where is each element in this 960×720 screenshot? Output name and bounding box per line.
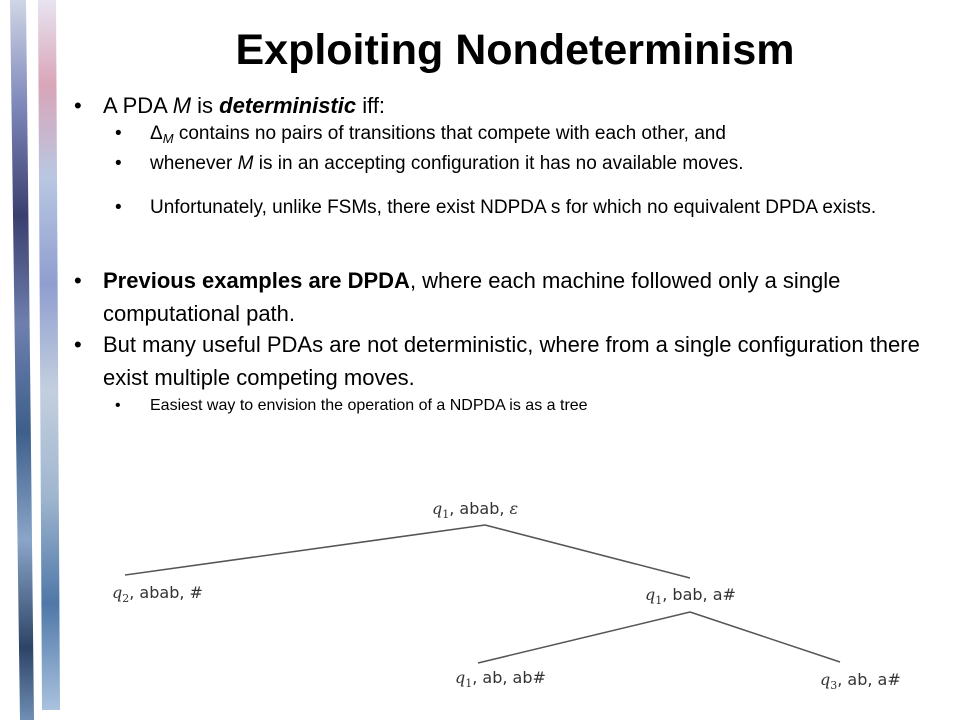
bullet-text: A PDA	[103, 93, 173, 118]
sub-bullet-tree: Easiest way to envision the operation of a NDPDA is as a tree	[150, 397, 588, 414]
bullet-marker: •	[74, 93, 82, 118]
tree-node-right-right	[820, 669, 901, 693]
epsilon-symbol: ε	[509, 499, 519, 518]
machine-subscript: M	[162, 131, 174, 146]
node-text: , ab, a#	[837, 670, 901, 689]
node-text: , abab, #	[129, 583, 203, 602]
state-symbol: q	[112, 583, 123, 602]
edge-right-right	[690, 612, 840, 662]
node-text: , bab, a#	[662, 585, 736, 604]
state-subscript: 1	[655, 594, 663, 607]
state-subscript: 1	[442, 508, 450, 521]
machine-symbol: M	[237, 153, 254, 174]
bullet-marker: •	[115, 397, 121, 414]
state-subscript: 2	[122, 592, 130, 605]
tree-node-root	[432, 498, 518, 522]
node-text: , abab,	[449, 499, 510, 518]
bullet-text: contains no pairs of transitions that compete with each other, and	[173, 123, 726, 144]
bullet-marker: •	[74, 332, 82, 357]
bullet-text: is	[191, 93, 220, 118]
bullet-text: iff:	[356, 93, 386, 118]
bullet-marker: •	[115, 123, 122, 144]
tree-node-left	[112, 582, 203, 606]
sub-bullet-unfortunately: Unfortunately, unlike FSMs, there exist NDPDA s for which no equivalent DPDA exists.	[150, 197, 877, 218]
edge-root-right	[485, 525, 690, 578]
state-subscript: 1	[465, 677, 473, 690]
state-symbol: q	[455, 668, 466, 687]
bullet-text: whenever	[150, 153, 238, 174]
node-text: , ab, ab#	[472, 668, 546, 687]
bullet-marker: •	[74, 268, 82, 293]
bullet-text: , where each machine followed only a single computational path.	[103, 268, 841, 326]
machine-symbol: M	[172, 93, 192, 118]
slide-title: Exploiting Nondeterminism	[235, 26, 795, 74]
tree-node-right-left	[455, 667, 546, 691]
state-symbol: q	[820, 670, 831, 689]
bullet-marker: •	[115, 153, 122, 174]
bullet-marker: •	[115, 197, 122, 218]
bullet-text: is in an accepting configuration it has no available moves.	[253, 153, 744, 174]
state-subscript: 3	[830, 679, 838, 692]
emphasis-deterministic: deterministic	[219, 93, 357, 118]
edge-root-left	[125, 525, 485, 575]
bullet-many-useful: But many useful PDAs are not deterministic, where from a single configuration there exist multiple competing moves.	[103, 332, 920, 390]
bold-lead: Previous examples are DPDA	[103, 268, 410, 293]
edge-right-left	[478, 612, 690, 663]
delta-symbol: Δ	[150, 123, 163, 144]
state-symbol: q	[645, 585, 656, 604]
state-symbol: q	[432, 499, 443, 518]
tree-node-right	[645, 584, 736, 608]
